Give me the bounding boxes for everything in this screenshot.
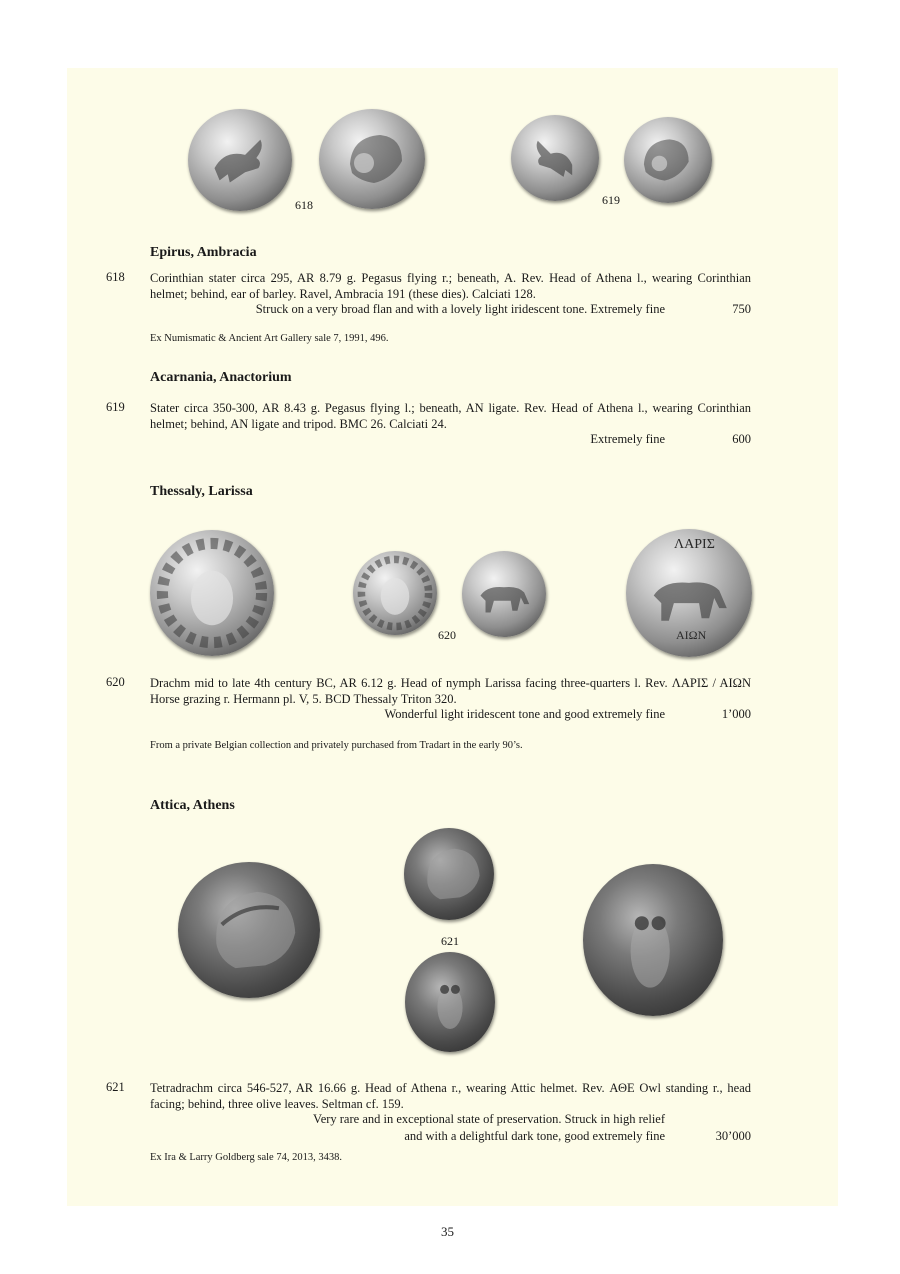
image-label-618: 618	[295, 198, 313, 212]
lot-number-621: 621	[106, 1080, 125, 1094]
lot-description-620: Drachm mid to late 4th century BC, AR 6.12 g. Head of nymph Larissa facing three-quarters l. Rev. ΛΑΡΙΣ / ΑΙΩΝ Horse grazing r. Hermann pl. V, 5. BCD Thessaly Triton 320.	[150, 676, 751, 706]
lot-provenance-618: Ex Numismatic & Ancient Art Gallery sale 7, 1991, 496.	[150, 333, 389, 344]
lot-description-618: Corinthian stater circa 295, AR 8.79 g. Pegasus flying r.; beneath, A. Rev. Head of Athena l., wearing Corinthian helmet; behind, ear of barley. Ravel, Ambracia 191 (these dies). Calciati 128.	[150, 271, 751, 301]
coin-618-reverse-athena	[319, 109, 425, 209]
image-label-619: 619	[602, 193, 620, 207]
lot-price-618: 750	[732, 302, 751, 316]
section-heading-epirus: Epirus, Ambracia	[150, 245, 257, 260]
lot-provenance-621: Ex Ira & Larry Goldberg sale 74, 2013, 3438.	[150, 1152, 342, 1163]
lot-grade-620: Wonderful light iridescent tone and good extremely fine	[384, 707, 665, 721]
page-number: 35	[441, 1224, 454, 1239]
coin-620-obverse-enlarged	[150, 530, 274, 656]
coin-621-reverse-enlarged	[583, 864, 723, 1016]
lot-description-619: Stater circa 350-300, AR 8.43 g. Pegasus flying l.; beneath, AN ligate. Rev. Head of Athena l., wearing Corinthian helmet; behind, AN ligate and tripod. BMC 26. Calciati 24.	[150, 401, 751, 431]
coin-620-reverse-enlarged	[626, 529, 752, 657]
lot-price-620: 1’000	[721, 707, 751, 721]
image-label-621: 621	[441, 934, 459, 948]
coin-620-obverse	[353, 551, 437, 635]
coin-legend-bottom: ΑΙΩΝ	[676, 628, 707, 642]
lot-grade-618: Struck on a very broad flan and with a lovely light iridescent tone. Extremely fine	[255, 302, 665, 316]
lot-grade-619: Extremely fine	[590, 432, 665, 446]
lot-number-619: 619	[106, 400, 125, 414]
lot-provenance-620: From a private Belgian collection and privately purchased from Tradart in the early 90’s.	[150, 740, 523, 751]
coin-621-obverse-enlarged	[178, 862, 320, 998]
coin-618-obverse-pegasus	[188, 109, 292, 211]
lot-grade-621-line2: and with a delightful dark tone, good extremely fine	[404, 1129, 665, 1143]
coin-621-obverse	[404, 828, 494, 920]
section-heading-attica: Attica, Athens	[150, 798, 235, 813]
section-heading-acarnania: Acarnania, Anactorium	[150, 370, 292, 385]
coin-621-reverse	[405, 952, 495, 1052]
coin-619-reverse-athena	[624, 117, 712, 203]
section-heading-thessaly: Thessaly, Larissa	[150, 484, 253, 499]
lot-grade-621-line1: Very rare and in exceptional state of preservation. Struck in high relief	[313, 1112, 665, 1126]
image-label-620: 620	[438, 628, 456, 642]
coin-620-reverse	[462, 551, 546, 637]
lot-price-619: 600	[732, 432, 751, 446]
coin-legend-top: ΛΑΡΙΣ	[674, 537, 715, 552]
lot-number-618: 618	[106, 270, 125, 284]
lot-price-621: 30’000	[715, 1129, 751, 1143]
lot-number-620: 620	[106, 675, 125, 689]
coin-619-obverse-pegasus	[511, 115, 599, 201]
lot-description-621: Tetradrachm circa 546-527, AR 16.66 g. Head of Athena r., wearing Attic helmet. Rev. ΑΘΕ Owl standing r., head facing; behind, three olive leaves. Seltman cf. 159.	[150, 1081, 751, 1111]
